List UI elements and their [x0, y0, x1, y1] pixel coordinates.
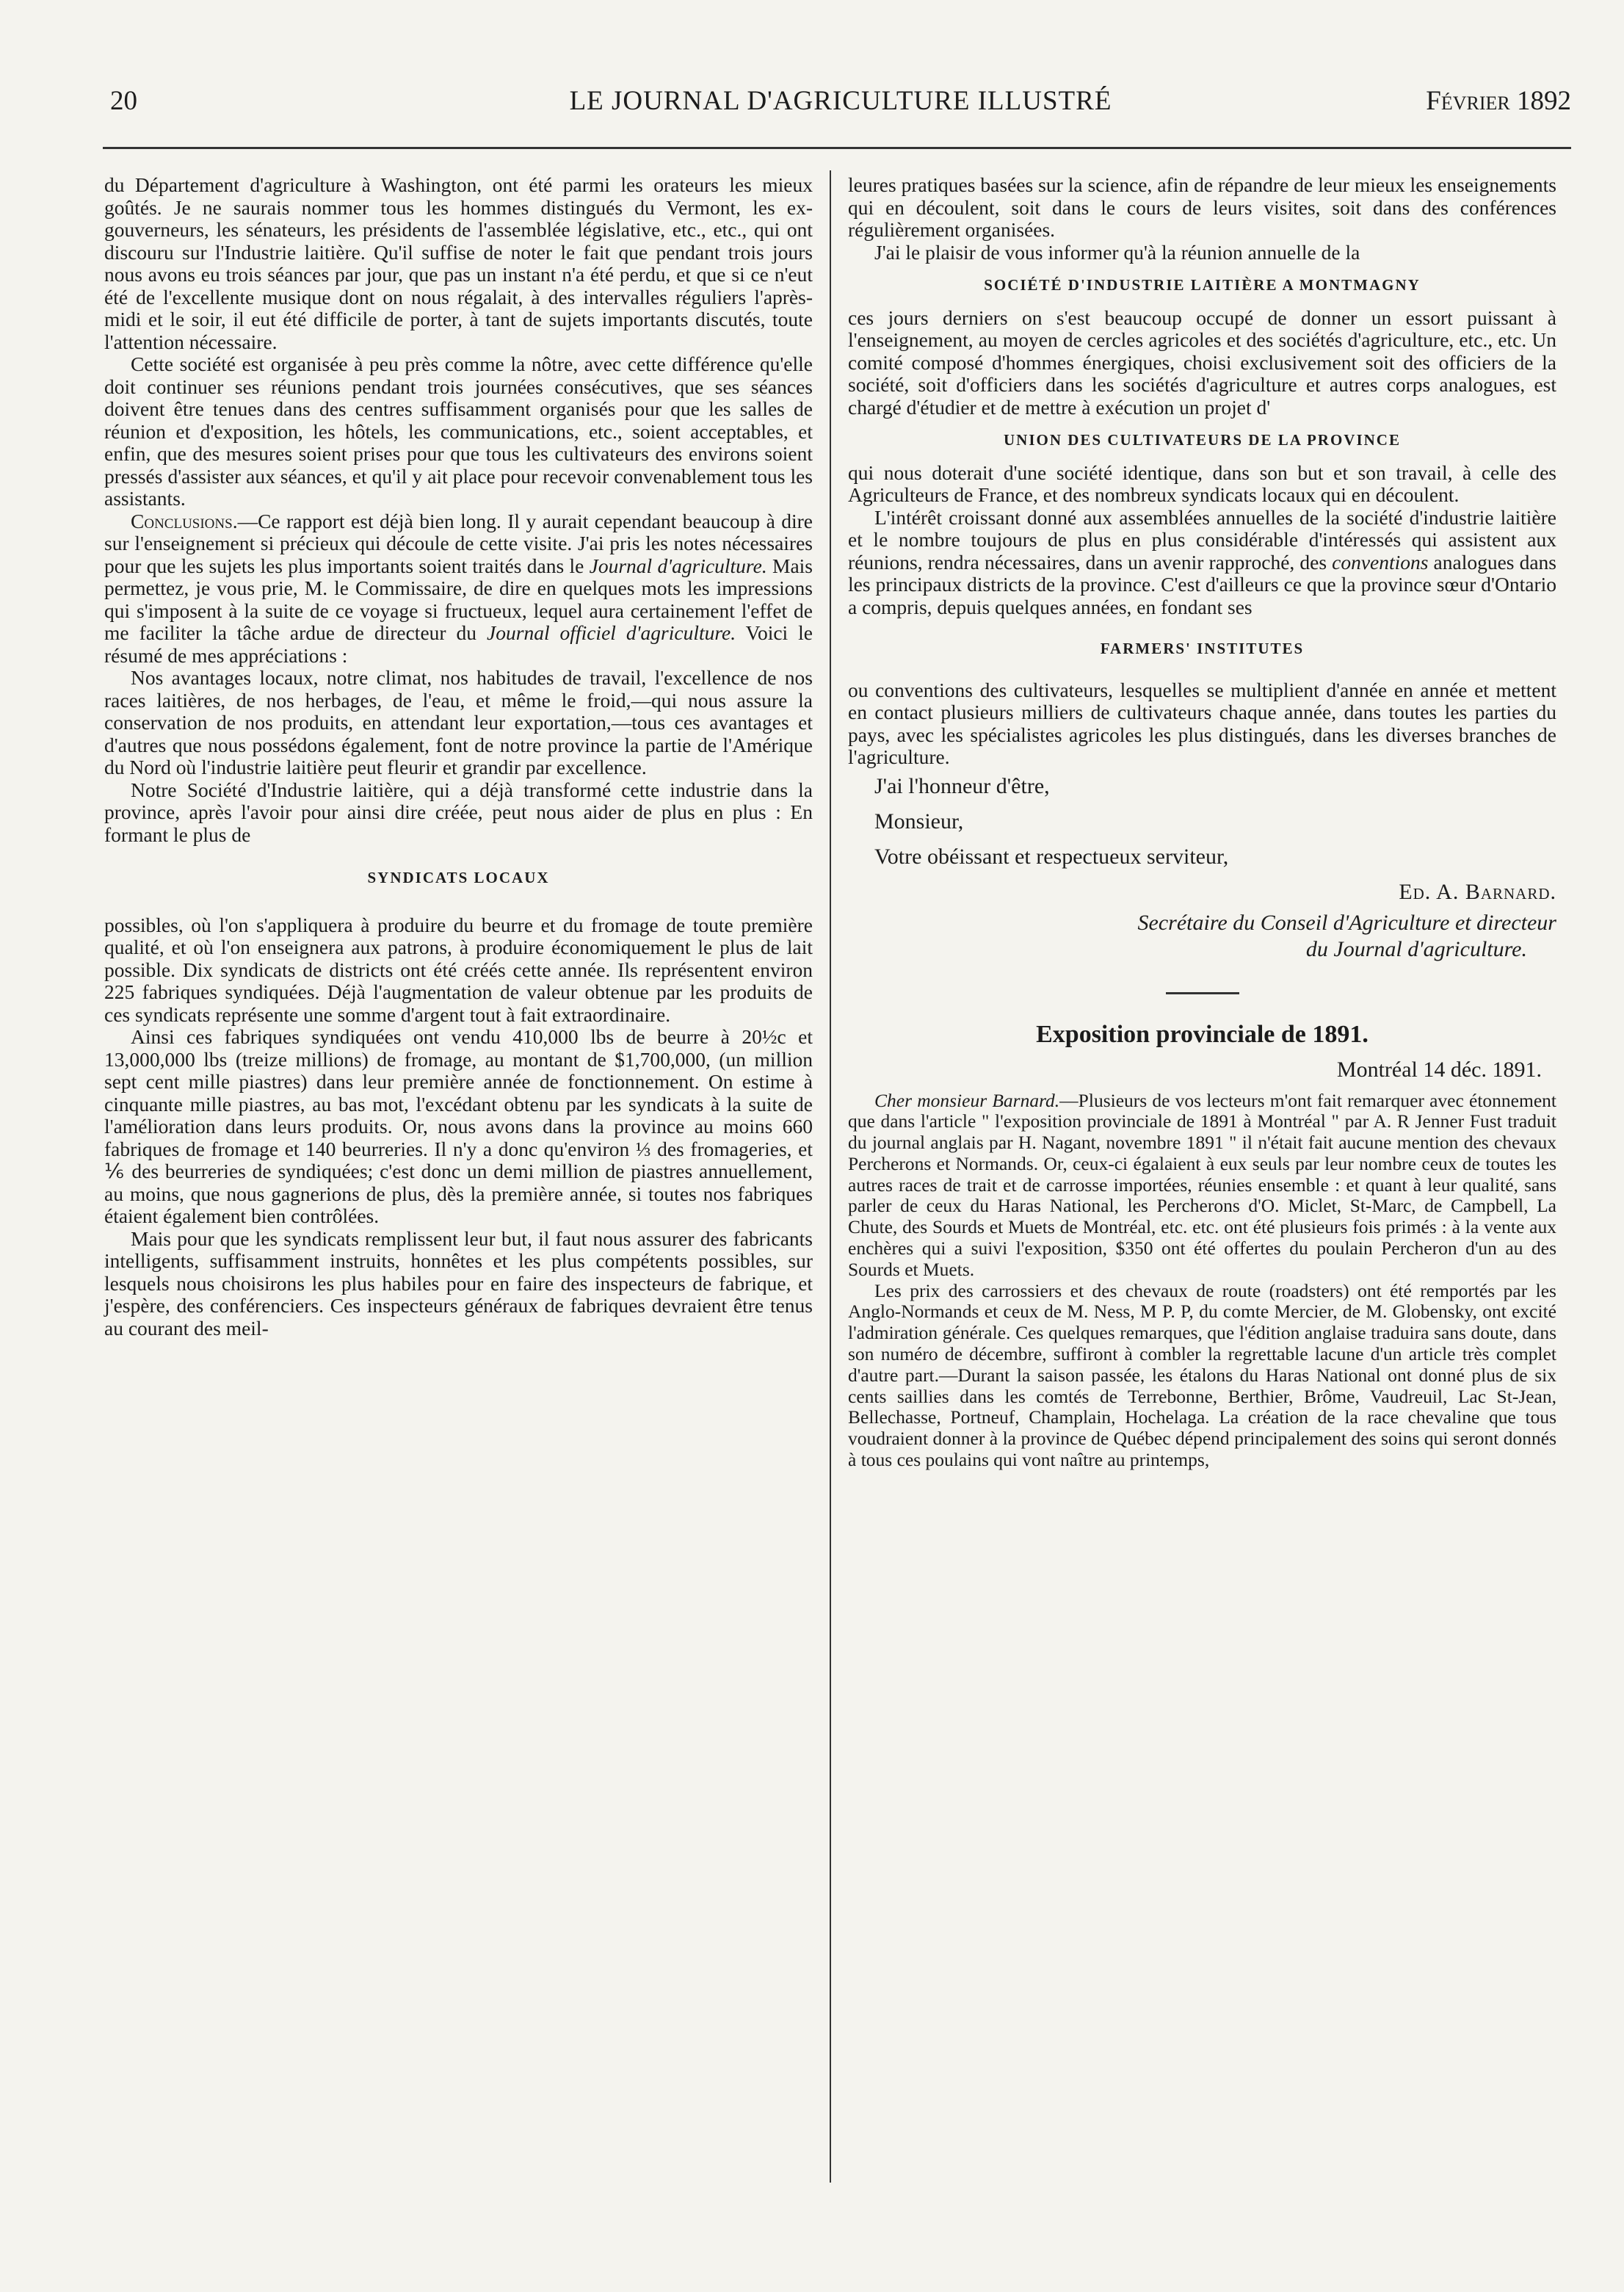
closing-formula: Votre obéissant et respectueux serviteur,: [874, 844, 1229, 869]
page-number: 20: [110, 86, 137, 116]
signature-title: Secrétaire du Conseil d'Agriculture et directeur: [1137, 910, 1556, 935]
section-heading: UNION DES CULTIVATEURS DE LA PROVINCE: [1004, 431, 1401, 449]
journal-name: Journal officiel d'agriculture.: [487, 621, 736, 644]
paragraph: qui nous doterait d'une société identique, dans son but et son travail, à celle des Agriculteurs de France, et des nombreux syndicats locaux qui en découlent.: [848, 460, 1556, 506]
journal-name: Journal d'agriculture.: [589, 554, 767, 577]
paragraph-lead: Conclusions.: [131, 509, 238, 532]
text-run: Mais permettez, je vous prie, M. le Commissaire, de dire en quelques mots les impressions qui s'imposent à la suite de ce voyage si fructueux, lequel aura certainement l'effet de me faciliter la tâche ardue de directeur du: [104, 554, 813, 644]
signature-title-continued: du Journal d'agriculture.: [1305, 936, 1527, 961]
paragraph: Ainsi ces fabriques syndiquées ont vendu 410,000 lbs de beurre à 20½c et 13,000,000 lbs (treize millions) de fromage, au montant de $1,700,000, (un million sept cent mille piastres) dans leur première année de fonctionnement. On estime à cinquante mille piastres, au bas mot, l'excédant obtenu par les syndicats à la suite de l'amélioration dans leurs produits. Or, nous avons dans la province au moins 660 fabriques de fromage et 140 beurreries. Il n'y a donc qu'environ ⅓ des fromageries, et ⅙ des beurreries de syndiquées; c'est donc un demi million de piastres annuellement, au moins, que nous gagnerions de plus, dès la première année, si toutes nos fabriques étaient également bien contrôlées.: [104, 1025, 813, 1227]
paragraph: ces jours derniers on s'est beaucoup occupé de donner un essort puissant à l'enseignement, au moyen de cercles agricoles et des sociétés d'agriculture, etc., etc. Un comité composé d'hommes énergiques, choisi exclusivement soit des officiers de la société, soit d'officiers dans les sociétés d'agriculture et autres corps analogues, est chargé d'étudier et de mettre à exécution un projet d': [848, 306, 1556, 419]
page-header: [110, 79, 1571, 123]
paragraph: Notre Société d'Industrie laitière, qui a déjà transformé cette industrie dans la province, après l'avoir pour ainsi dire créée, peut nous aider de plus en plus : En formant le plus de: [104, 778, 813, 846]
paragraph: [848, 1091, 1556, 1281]
paragraph: J'ai le plaisir de vous informer qu'à la réunion annuelle de la: [874, 240, 1360, 264]
paragraph: ou conventions des cultivateurs, lesquelles se multiplient d'année en année et mettent en contact plusieurs milliers de cultivateurs chaque année, dans toutes les parties du pays, avec les spécialistes agricoles les plus distingués, dans les diverses branches de l'agriculture.: [848, 678, 1556, 768]
emphasis: conventions: [1332, 550, 1429, 574]
section-separator: [1166, 992, 1239, 994]
paragraph: Les prix des carrossiers et des chevaux de route (roadsters) ont été remportés par les Anglo-Normands et ceux de M. Ness, M P. P, du comte Mercier, de M. Globensky, ont excité l'admiration générale. Ces quelques remarques, que l'édition anglaise traduira sans doute, dans son numéro de décembre, suffiront à combler la regrettable lacune d'un article très complet d'autre part.—Durant la saison passée, les étalons du Haras National ont donné plus de six cents saillies dans les comtés de Terrebonne, Berthier, Brôme, Vaudreuil, Lac St-Jean, Bellechasse, Portneuf, Champlain, Hochelaga. La création de la race chevaline que tous voudraient donner à la province de Québec dépend principalement des soins qui seront donnés à tous ces poulains qui vont naître au printemps,: [848, 1279, 1556, 1471]
issue-date: Février 1892: [1426, 86, 1571, 116]
paragraph: du Département d'agriculture à Washington, ont été parmi les orateurs les mieux goûtés. Je ne saurais nommer tous les hommes distingués du Vermont, les ex-gouverneurs, les sénateurs, les présidents de l'assemblée législative, etc., etc., qui ont discouru sur l'Industrie laitière. Qu'il suffise de noter le fait que pendant trois jours nous avons eu trois séances par jour, que pas un instant n'a été perdu, et que si ce n'eut été de l'excellente musique dont on nous régalait, à des intervalles réguliers l'après-midi et le soir, il eut été difficile de porter, à tant de sujets importants discutés, toute l'attention nécessaire.: [104, 173, 813, 353]
text-run: L'intérêt croissant donné aux assemblées annuelles de la société d'industrie laitière et le nombre toujours de plus en plus considérable d'intéressés qui assistent aux réunions, rendra nécessaires, dans un avenir rapproché, des: [848, 505, 1556, 574]
text-run: analogues dans les principaux districts de la province. C'est d'ailleurs ce que la province sœur d'Ontario a compris, depuis quelques années, en fondant ses: [848, 550, 1556, 618]
paragraph: Nos avantages locaux, notre climat, nos habitudes de travail, l'excellence de nos races laitières, de nos herbages, de l'eau, et même le froid,—qui nous assure la conservation de nos produits, en attendant leur exportation,—tous ces avantages et d'autres que nous possédons également, font de notre province la partie de l'Amérique du Nord où l'industrie laitière peut fleurir et grandir par excellence.: [104, 666, 813, 778]
article-dateline: Montréal 14 déc. 1891.: [1336, 1058, 1542, 1082]
section-heading: SYNDICATS LOCAUX: [367, 869, 550, 886]
right-column: [848, 174, 1556, 1471]
column-divider: [830, 170, 831, 2183]
header-rule: [103, 147, 1571, 149]
text-run: —Ce rapport est déjà bien long. Il y aurait cependant beaucoup à dire sur l'enseignement si précieux qui découle de cette visite. J'ai pris les notes nécessaires pour que les sujets les plus importants soient traités dans le: [104, 509, 813, 577]
journal-title: LE JOURNAL D'AGRICULTURE ILLUSTRÉ: [569, 86, 1112, 116]
paragraph: leures pratiques basées sur la science, afin de répandre de leur mieux les enseignements qui en découlent, soit dans le cours de leurs visites, soit dans des conférences régulièrement organisées.: [848, 173, 1556, 241]
left-column: [104, 174, 813, 1340]
section-heading: FARMERS' INSTITUTES: [1100, 640, 1305, 657]
section-heading: SOCIÉTÉ D'INDUSTRIE LAITIÈRE A MONTMAGNY: [984, 276, 1421, 294]
paragraph: [848, 507, 1556, 619]
text-run: —Plusieurs de vos lecteurs m'ont fait remarquer avec étonnement que dans l'article " l'exposition provinciale de 1891 à Montréal " par A. R Jenner Fust traduit du journal anglais par H. Nagant, novembre 1891 " il n'était fait aucune mention des chevaux Percherons et Normands. Or, ceux-ci égalaient à eux seuls par leur nombre ceux de toutes les autres races de trait et de carrosse importées, réunies ensemble : et quant à leur qualité, sans parler de ceux du Haras National, les Percherons d'O. Miclet, St-Marc, de Campbell, La Chute, des Sourds et Muets de Montréal, etc. etc. ont été plusieurs fois primés : à la vente aux enchères qui a suivi l'exposition, $350 ont été offertes du poulain Percheron d'un au des Sourds et Muets.: [848, 1089, 1556, 1280]
paragraph: Cette société est organisée à peu près comme la nôtre, avec cette différence qu'elle doit continuer ses réunions pendant trois journées consécutives, que ses séances doivent être tenues dans des centres suffisamment organisés pour que les salles de réunion et d'exposition, les hôtels, les communications, etc., soient acceptables, et enfin, que des mesures soient prises pour que tous les cultivateurs des environs soient pressés d'assister aux séances, et qu'il y ait place pour recevoir convenablement tous les assistants.: [104, 353, 813, 510]
paragraph: possibles, où l'on s'appliquera à produire du beurre et du fromage de toute première qualité, et où l'on enseignera aux patrons, à produire économiquement le plus de lait possible. Dix syndicats de districts ont été créés cette année. Ils représentent environ 225 fabriques syndiquées. Déjà l'augmentation de valeur obtenue par les produits de ces syndicats représente une somme d'argent tout à fait extraordinaire.: [104, 913, 813, 1026]
article-title: Exposition provinciale de 1891.: [1036, 1020, 1369, 1048]
signature-name: Ed. A. Barnard.: [1399, 879, 1556, 904]
closing-salutation: J'ai l'honneur d'être,: [874, 773, 1050, 798]
closing-address: Monsieur,: [874, 809, 964, 834]
paragraph: [104, 510, 813, 668]
text-run: Voici le résumé de mes appréciations :: [104, 621, 813, 667]
paragraph: Mais pour que les syndicats remplissent leur but, il faut nous assurer des fabricants intelligents, suffisamment instruits, honnêtes et les plus compétents possibles, sur lesquels nous choisirons les plus habiles pour en faire des inspecteurs de fabrique, et j'espère, des conférenciers. Ces inspecteurs généraux de fabriques devraient être tenus au courant des meil-: [104, 1226, 813, 1340]
salutation: Cher monsieur Barnard.: [874, 1089, 1060, 1111]
